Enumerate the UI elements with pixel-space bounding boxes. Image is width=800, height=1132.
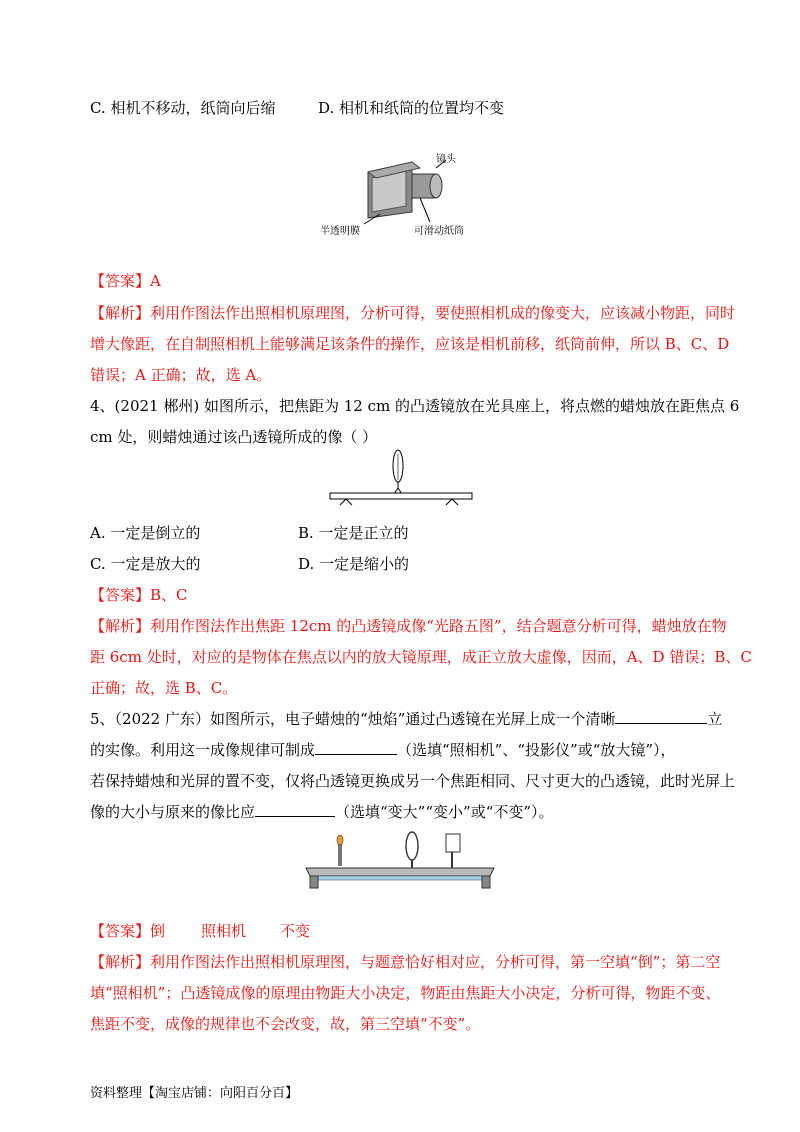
q3-option-c: C. 相机不移动，纸筒向后缩 xyxy=(90,99,276,117)
page-footer: 资料整理【淘宝店铺：向阳百分百】 xyxy=(90,1086,299,1101)
q5-analysis-line3: 焦距不变，成像的规律也不会改变，故，第三空填“不变”。 xyxy=(90,1015,481,1033)
q3-option-d: D. 相机和纸筒的位置均不变 xyxy=(318,99,505,117)
q5-stem-line1: 5、（2022 广东）如图所示，电子蜡烛的“烛焰”通过凸透镜在光屏上成一个清晰 立 xyxy=(90,710,723,728)
q3-answer: 【答案】A xyxy=(90,272,161,290)
q5-analysis-line2: 填“照相机”；凸透镜成像的原理由物距大小决定，物距由焦距大小决定，分析可得，物距不变、 xyxy=(90,984,721,1002)
q4-option-d: D. 一定是缩小的 xyxy=(298,555,410,573)
q5-analysis-line1: 【解析】利用作图法作出照相机原理图，与题意恰好相对应，分析可得，第一空填“倒”；第二空 xyxy=(90,953,721,971)
q5-blank-1[interactable] xyxy=(615,709,707,724)
optical-bench-candle-figure xyxy=(326,448,476,508)
q5-answer: 【答案】倒 照相机 不变 xyxy=(90,922,311,940)
q4-analysis-line3: 正确；故，选 B、C。 xyxy=(90,679,238,697)
q3-analysis-line3: 错误；A 正确；故，选 A。 xyxy=(90,366,272,384)
q5-blank-2[interactable] xyxy=(315,740,397,755)
q3-analysis-line1: 【解析】利用作图法作出照相机原理图，分析可得，要使照相机成的像变大，应该减小物距，同时 xyxy=(90,304,736,322)
optical-bench-figure xyxy=(300,828,500,892)
q4-stem-line1: 4、(2021 郴州) 如图所示，把焦距为 12 cm 的凸透镜放在光具座上，将点燃的蜡烛放在距焦点 6 xyxy=(90,397,740,415)
q4-option-b: B. 一定是正立的 xyxy=(298,524,409,542)
q4-option-c: C. 一定是放大的 xyxy=(90,555,201,573)
q3-analysis-line2: 增大像距，在自制照相机上能够满足该条件的操作，应该是相机前移，纸筒前伸，所以 B、C、D xyxy=(90,335,730,353)
q5-stem-line2: 的实像。利用这一成像规律可制成 （选填“照相机”、“投影仪”或“放大镜”）， xyxy=(90,741,676,759)
q5-stem-line4: 像的大小与原来的像比应 （选填“变大”“变小”或“不变”）。 xyxy=(90,803,554,821)
screen-label: 半透明膜 xyxy=(320,226,360,237)
q4-analysis-line2: 距 6cm 处时，对应的是物体在焦点以内的放大镜原理，成正立放大虚像，因而，A、D 错误；B、C xyxy=(90,648,752,666)
q5-blank-3[interactable] xyxy=(255,802,335,817)
q4-answer: 【答案】B、C xyxy=(90,586,188,604)
q4-stem-line2: cm 处，则蜡烛通过该凸透镜所成的像（ ） xyxy=(90,428,378,446)
q4-option-a: A. 一定是倒立的 xyxy=(90,524,201,542)
q5-stem-line3: 若保持蜡烛和光屏的置不变，仅将凸透镜更换成另一个焦距相同、尺寸更大的凸透镜，此时光屏上 xyxy=(90,772,736,790)
tube-label: 可滑动纸筒 xyxy=(414,226,464,237)
homemade-camera-figure xyxy=(320,150,470,240)
lens-label: 镜头 xyxy=(436,154,456,165)
q4-analysis-line1: 【解析】利用作图法作出焦距 12cm 的凸透镜成像“光路五图”，结合题意分析可得，蜡烛放在物 xyxy=(90,617,727,635)
